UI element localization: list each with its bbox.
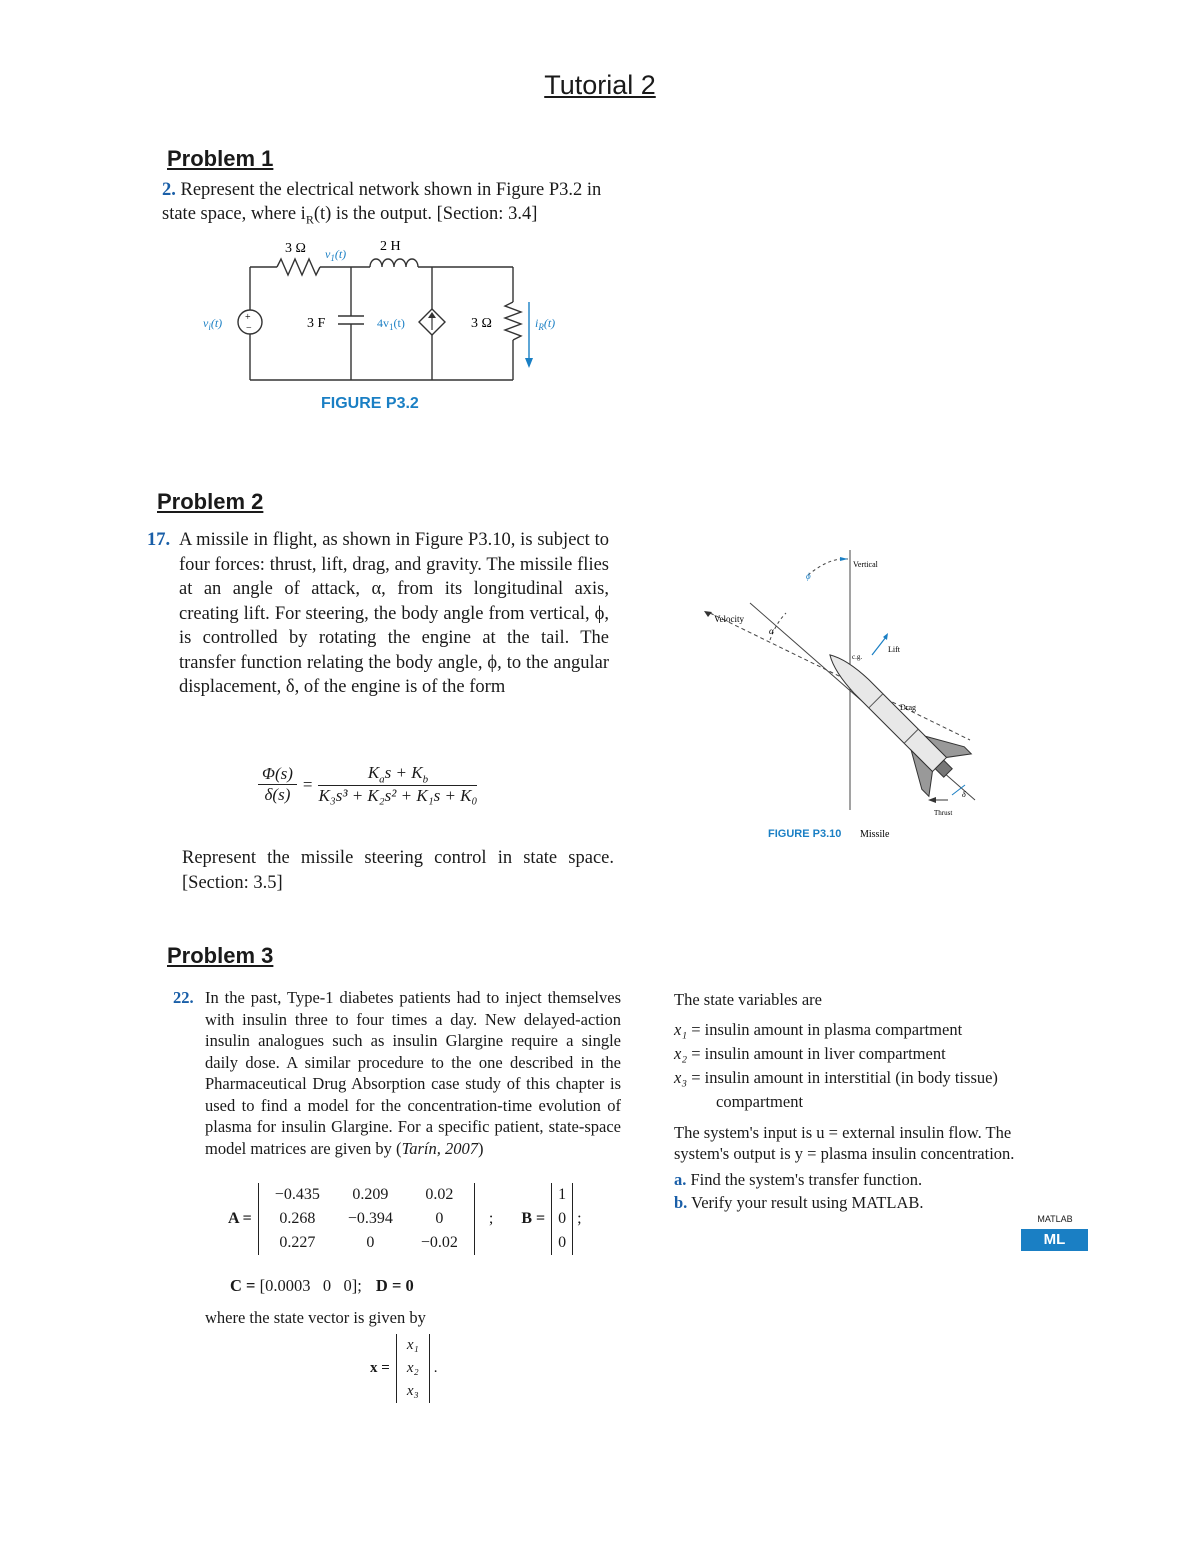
resistor-1-label: 3 Ω <box>285 241 306 256</box>
tf-lhs-denominator: δ(s) <box>264 785 291 805</box>
figure-p3-10-caption-label: FIGURE P3.10 <box>768 828 842 840</box>
problem-3-right-column <box>674 988 1054 1214</box>
state-vector-element: x₃ <box>406 1383 419 1399</box>
source-label: $v_i(t)$ <box>203 316 223 332</box>
matrix-a-cell: 0.268 <box>279 1210 316 1227</box>
output-current-label: $i_R(t)$ <box>535 316 556 332</box>
state-variables-intro: The state variables are <box>674 990 822 1009</box>
matrix-a-cell: −0.02 <box>420 1234 458 1251</box>
tf-numerator: $K_as + K_b$ <box>318 763 477 786</box>
problem-3-heading: Problem 3 <box>167 943 274 968</box>
part-a: a. Find the system's transfer function. <box>674 1170 923 1189</box>
page-title: Tutorial 2 <box>544 70 656 100</box>
vertical-label: Vertical <box>853 560 878 569</box>
matrix-b-cell: 0 <box>558 1210 567 1227</box>
matlab-badge: ML <box>1021 1229 1088 1251</box>
matrix-a-cell: 0 <box>435 1210 444 1227</box>
state-variable: x₂ = insulin amount in liver compartment <box>674 1044 946 1063</box>
matrix-a-b <box>228 1183 582 1255</box>
matrix-a-cell: −0.394 <box>347 1210 393 1227</box>
matrix-d: D = 0 <box>375 1276 414 1295</box>
lift-label: Lift <box>888 645 900 654</box>
tf-equals: = <box>302 774 313 794</box>
part-b: b. Verify your result using MATLAB. <box>674 1193 924 1212</box>
inductor-label: 2 H <box>380 239 401 254</box>
state-vector-element: x₁ <box>406 1337 419 1353</box>
matrix-a-cell: 0.209 <box>352 1186 389 1203</box>
tf-lhs-numerator: Φ(s) <box>258 764 297 785</box>
state-vector-element: x₂ <box>406 1360 419 1376</box>
matrix-b-label: B = <box>521 1210 546 1227</box>
capacitor-label: 3 F <box>307 316 326 331</box>
dependent-source-label: $4v_1(t)$ <box>377 316 405 332</box>
circuit-figure <box>195 232 575 417</box>
matrix-c: [0.0003 0 0]; <box>259 1276 362 1295</box>
matrix-b <box>551 1183 573 1255</box>
alpha-label: α <box>769 626 774 636</box>
problem-2-number: 17. <box>147 530 171 550</box>
problem-1-sub: R <box>305 212 314 227</box>
state-vector-label: x = <box>370 1360 390 1376</box>
matrix-a-cell: 0.02 <box>425 1186 454 1203</box>
state-vector: x = x₁ x₂ x₃ . <box>370 1334 437 1403</box>
missile-figure <box>690 545 1010 845</box>
separator: ; <box>488 1210 494 1227</box>
transfer-function <box>258 763 477 806</box>
problem-2-heading: Problem 2 <box>157 489 264 514</box>
matrix-b-cell: 0 <box>558 1234 567 1251</box>
problem-1-statement-end: (t) is the output. [Section: 3.4] <box>313 204 538 224</box>
figure-p3-10-caption-text: Missile <box>860 829 890 840</box>
problem-3-text: 22. In the past, Type-1 diabetes patients had to inject themselves with insulin three to four times a day. New delayed-action insulin analogues such as insulin Glargine require a single daily dose. A similar procedure to the one described in the Pharmaceutical Drug Absorption case study of this chapter is used to find a model for the concentration-time evolution of plasma for insulin Glargine. For a specific patient, state-space model matrices are given by (Tarín, 2007) <box>173 988 621 1158</box>
matrix-c-d <box>230 1276 414 1296</box>
problem-2-statement: A missile in flight, as shown in Figure P3.10, is subject to four forces: thrust, lift, drag, and gravity. The missile flies at an angle of attack, α, from its longitudinal axis, creating lift. For steering, the body angle from vertical, ϕ, is controlled by rotating the engine at the tail. The transfer function relating the body angle, ϕ, to the angular displacement, δ, of the engine is of the form <box>179 530 609 697</box>
source-minus: − <box>246 323 252 334</box>
matlab-badge-title: MATLAB <box>1037 1214 1073 1224</box>
state-variable: x₃ = insulin amount in interstitial (in body tissue) compartment <box>674 1068 998 1111</box>
cg-label: c.g. <box>852 653 863 661</box>
system-io-text: The system's input is u = external insulin flow. The system's output is y = plasma insulin concentration. <box>674 1123 1015 1163</box>
v1-label: $v_1(t)$ <box>325 247 347 263</box>
resistor-2-label: 3 Ω <box>471 316 492 331</box>
figure-p3-2-caption: FIGURE P3.2 <box>321 395 419 412</box>
separator: ; <box>577 1210 582 1227</box>
matrix-a <box>258 1183 475 1255</box>
delta-label: δ <box>962 790 966 799</box>
problem-3-statement: In the past, Type-1 diabetes patients had to inject themselves with insulin three to four times a day. New delayed-action insulin analogues such as insulin Glargine require a single daily dose. A similar procedure to the one described in the Pharmaceutical Drug Absorption case study of this chapter is used to find a model for the concentration-time evolution of plasma for insulin Glargine. For a specific patient, state-space model matrices are given by ( <box>205 988 621 1158</box>
state-variable: x₁ = insulin amount in plasma compartment <box>674 1020 963 1039</box>
problem-1-text <box>162 178 632 232</box>
matrix-a-label: A = <box>228 1210 252 1227</box>
tf-denominator: K₃s³ + K₂s² + K₁s + K₀ <box>318 786 478 806</box>
problem-3-citation: Tarín, 2007 <box>401 1138 478 1158</box>
problem-1-heading: Problem 1 <box>167 146 274 171</box>
problem-2-represent: Represent the missile steering control in state space. [Section: 3.5] <box>182 848 614 893</box>
matrix-a-cell: 0 <box>366 1234 375 1251</box>
problem-3-number: 22. <box>173 988 194 1007</box>
velocity-label: Velocity <box>714 614 744 624</box>
matrix-a-cell: 0.227 <box>279 1234 316 1251</box>
matrix-b-cell: 1 <box>558 1186 567 1203</box>
drag-label: Drag <box>900 703 916 712</box>
matrix-c-label: C = <box>230 1276 256 1295</box>
problem-2-text <box>147 528 609 700</box>
thrust-label: Thrust <box>934 809 953 817</box>
source-plus: + <box>245 312 251 323</box>
problem-1-number: 2. <box>162 180 176 200</box>
phi-label: ϕ <box>806 571 811 581</box>
state-vector-text: where the state vector is given by <box>205 1308 426 1327</box>
matrix-a-cell: −0.435 <box>274 1186 320 1203</box>
problem-1-statement: Represent the electrical network shown in Figure P3.2 in state space, where i <box>162 180 602 224</box>
